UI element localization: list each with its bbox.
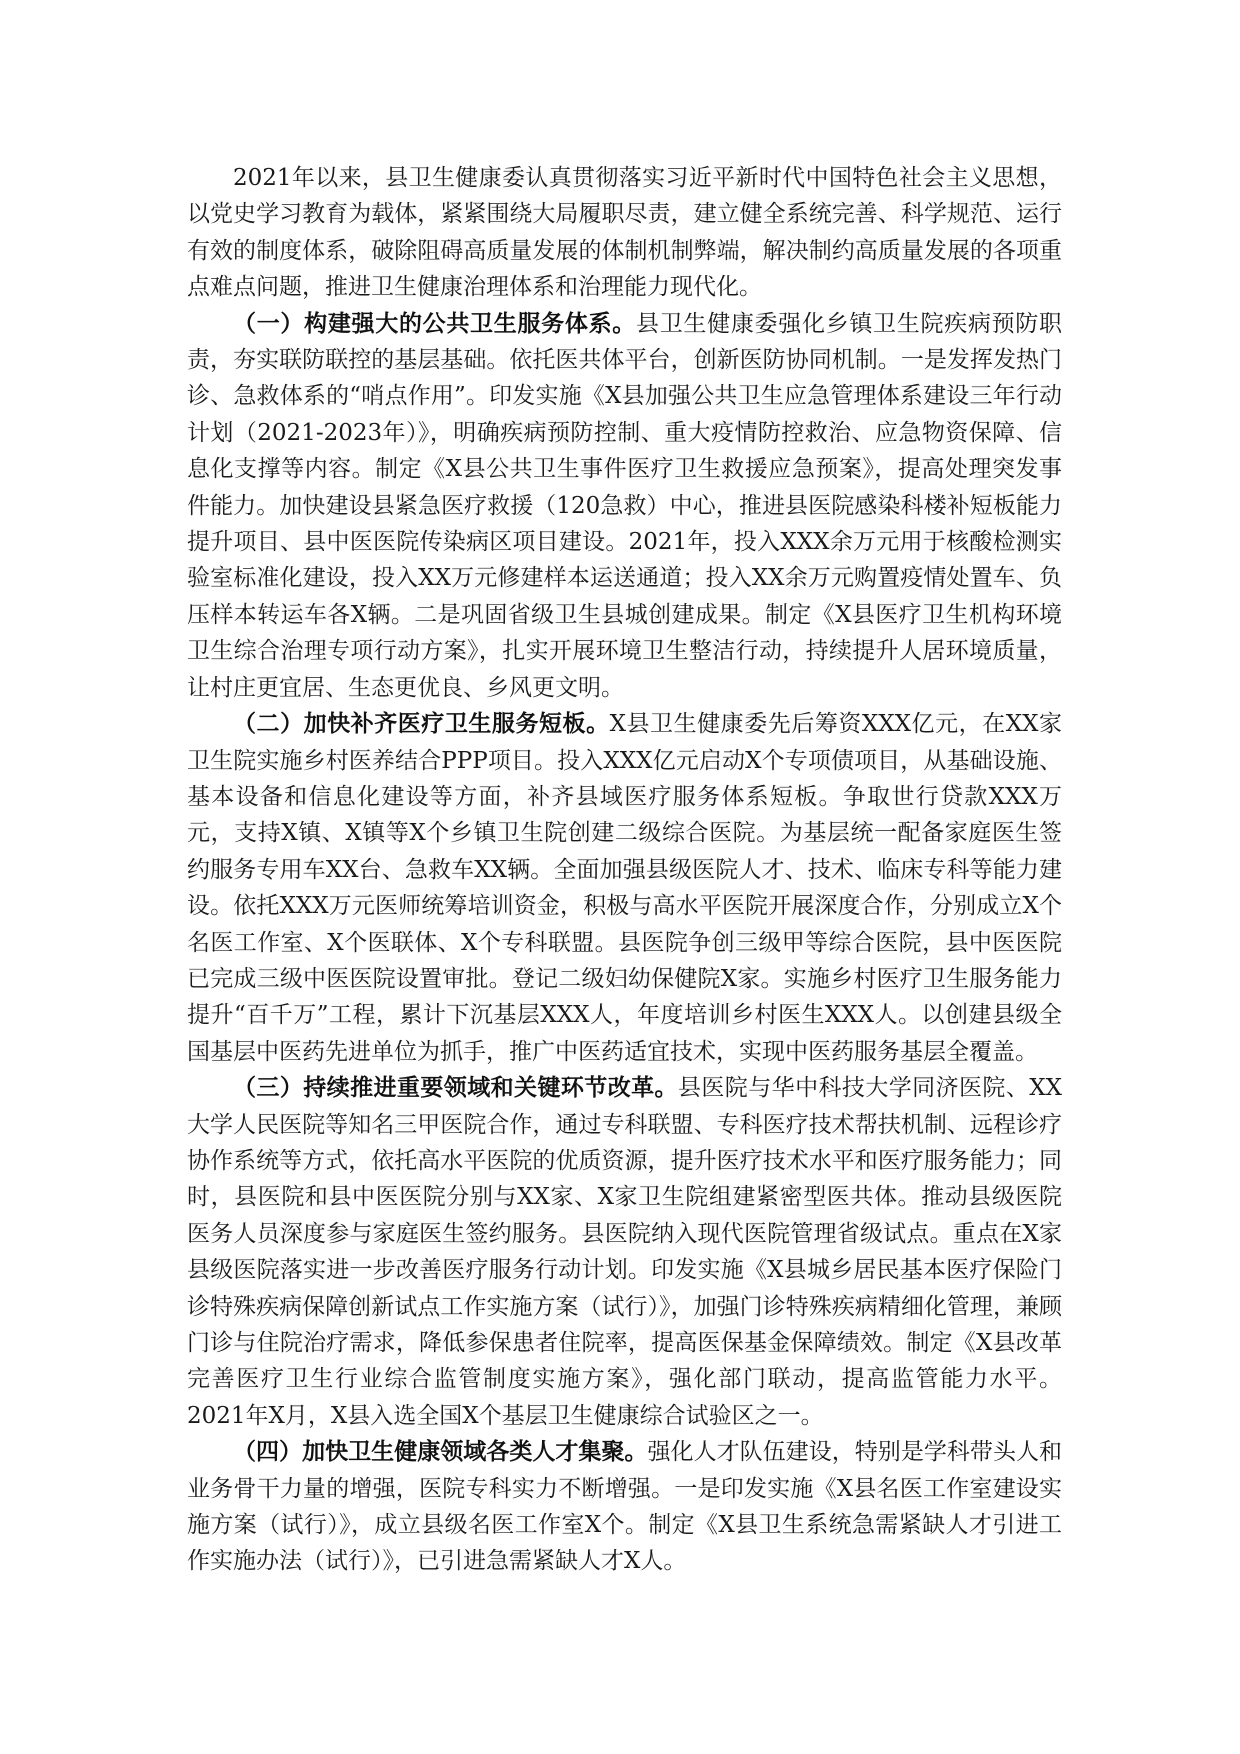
section-body-1: 县卫生健康委强化乡镇卫生院疾病预防职责，夯实联防联控的基层基础。依托医共体平台，创新医防协同机制。一是发挥发热门诊、急救体系的“哨点作用”。印发实施《X县加强公共卫生应急管理体系建设三年行动计划（2021-2023年）》，明确疾病预防控制、重大疫情防控救治、应急物资保障、信息化支撑等内容。制定《X县公共卫生事件医疗卫生救援应急预案》，提高处理突发事件能力。加快建设县紧急医疗救援（120急救）中心，推进县医院感染科楼补短板能力提升项目、县中医医院传染病区项目建设。2021年，投入XXX余万元用于核酸检测实验室标准化建设，投入XX万元修建样本运送通道；投入XX余万元购置疫情处置车、负压样本转运车各X辆。二是巩固省级卫生县城创建成果。制定《X县医疗卫生机构环境卫生综合治理专项行动方案》，扎实开展环境卫生整洁行动，持续提升人居环境质量，让村庄更宜居、生态更优良、乡风更文明。 [187, 310, 1063, 701]
section-heading-1: （一）构建强大的公共卫生服务体系。 [233, 309, 636, 337]
section-heading-3: （三）持续推进重要领域和关键环节改革。 [233, 1074, 678, 1102]
section-paragraph-1 [187, 306, 1062, 706]
section-paragraph-3 [187, 1070, 1062, 1434]
document-page [187, 160, 1062, 1580]
section-body-3: 县医院与华中科技大学同济医院、XX大学人民医院等知名三甲医院合作，通过专科联盟、专科医疗技术帮扶机制、远程诊疗协作系统等方式，依托高水平医院的优质资源，提升医疗技术水平和医疗服务能力；同时，县医院和县中医医院分别与XX家、X家卫生院组建紧密型医共体。推动县级医院医务人员深度参与家庭医生签约服务。县医院纳入现代医院管理省级试点。重点在X家县级医院落实进一步改善医疗服务行动计划。印发实施《X县城乡居民基本医疗保险门诊特殊疾病保障创新试点工作实施方案（试行）》，加强门诊特殊疾病精细化管理，兼顾门诊与住院治疗需求，降低参保患者住院率，提高医保基金保障绩效。制定《X县改革完善医疗卫生行业综合监管制度实施方案》，强化部门联动，提高监管能力水平。2021年X月，X县入选全国X个基层卫生健康综合试验区之一。 [187, 1075, 1063, 1429]
section-paragraph-4 [187, 1434, 1062, 1580]
section-paragraph-2 [187, 706, 1062, 1070]
intro-paragraph: 2021年以来，县卫生健康委认真贯彻落实习近平新时代中国特色社会主义思想，以党史学习教育为载体，紧紧围绕大局履职尽责，建立健全系统完善、科学规范、运行有效的制度体系，破除阻碍高质量发展的体制机制弊端，解决制约高质量发展的各项重点难点问题，推进卫生健康治理体系和治理能力现代化。 [187, 165, 1062, 301]
section-body-4: 强化人才队伍建设，特别是学科带头人和业务骨干力量的增强，医院专科实力不断增强。一是印发实施《X县名医工作室建设实施方案（试行）》，成立县级名医工作室X个。制定《X县卫生系统急需紧缺人才引进工作实施办法（试行）》，已引进急需紧缺人才X人。 [187, 1439, 1063, 1575]
section-heading-4: （四）加快卫生健康领域各类人才集聚。 [233, 1438, 648, 1466]
section-body-2: X县卫生健康委先后筹资XXX亿元，在XX家卫生院实施乡村医养结合PPP项目。投入XXX亿元启动X个专项债项目，从基础设施、基本设备和信息化建设等方面，补齐县域医疗服务体系短板。争取世行贷款XXX万元，支持X镇、X镇等X个乡镇卫生院创建二级综合医院。为基层统一配备家庭医生签约服务专用车XX台、急救车XX辆。全面加强县级医院人才、技术、临床专科等能力建设。依托XXX万元医师统筹培训资金，积极与高水平医院开展深度合作，分别成立X个名医工作室、X个医联体、X个专科联盟。县医院争创三级甲等综合医院，县中医医院已完成三级中医医院设置审批。登记二级妇幼保健院X家。实施乡村医疗卫生服务能力提升“百千万”工程，累计下沉基层XXX人，年度培训乡村医生XXX人。以创建县级全国基层中医药先进单位为抓手，推广中医药适宜技术，实现中医药服务基层全覆盖。 [187, 711, 1062, 1065]
section-heading-2: （二）加快补齐医疗卫生服务短板。 [233, 710, 610, 738]
